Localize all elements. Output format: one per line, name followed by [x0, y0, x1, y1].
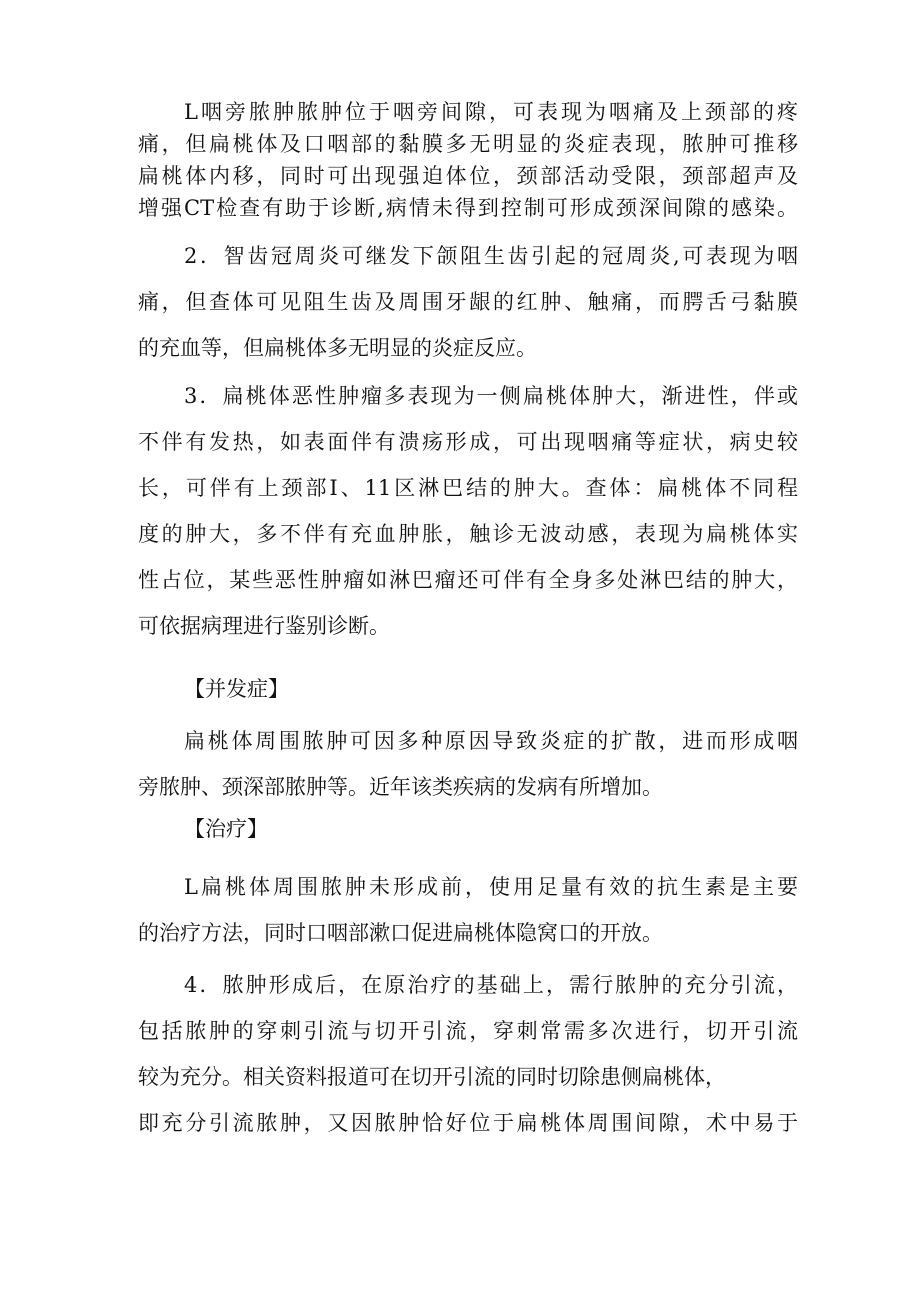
section-heading-treatment: 【治疗】 — [184, 817, 268, 841]
text-line: 性占位，某些恶性肿瘤如淋巴瘤还可伴有全身多处淋巴结的肿大， — [138, 568, 798, 592]
text-line: 3．扁桃体恶性肿瘤多表现为一侧扁桃体肿大，渐进性，伴或 — [184, 384, 798, 408]
paragraph-complications — [138, 718, 798, 810]
text-line: 增强CT检查有助于诊断,病情未得到控制可形成颈深间隙的感染。 — [138, 196, 798, 220]
paragraph-treatment-after-abscess — [138, 962, 798, 1146]
paragraph-tonsil-malignancy — [138, 373, 798, 649]
text-line: 痛，但扁桃体及口咽部的黏膜多无明显的炎症表现，脓肿可推移 — [138, 132, 798, 156]
text-line: 长，可伴有上颈部I、11区淋巴结的肿大。查体：扁桃体不同程 — [138, 476, 798, 500]
text-line: 度的肿大，多不伴有充血肿胀，触诊无波动感，表现为扁桃体实 — [138, 522, 798, 546]
section-heading-complications: 【并发症】 — [184, 677, 289, 701]
text-line: 2．智齿冠周炎可继发下颌阻生齿引起的冠周炎,可表现为咽 — [184, 244, 798, 268]
text-line: 痛，但查体可见阻生齿及周围牙龈的红肿、触痛，而腭舌弓黏膜 — [138, 290, 798, 314]
text-line: 较为充分。相关资料报道可在切开引流的同时切除患侧扁桃体， — [138, 1065, 726, 1089]
text-line: L咽旁脓肿脓肿位于咽旁间隙，可表现为咽痛及上颈部的疼 — [184, 100, 798, 124]
text-line: 包括脓肿的穿刺引流与切开引流，穿刺常需多次进行，切开引流 — [138, 1019, 798, 1043]
text-line: 的充血等，但扁桃体多无明显的炎症反应。 — [138, 336, 537, 360]
text-line: 不伴有发热，如表面伴有溃疡形成，可出现咽痛等症状，病史较 — [138, 430, 798, 454]
text-line: 即充分引流脓肿，又因脓肿恰好位于扁桃体周围间隙，术中易于 — [138, 1111, 798, 1135]
text-line: L扁桃体周围脓肿未形成前，使用足量有效的抗生素是主要 — [184, 875, 798, 899]
paragraph-parapharyngeal-abscess — [138, 96, 798, 224]
text-line: 旁脓肿、颈深部脓肿等。近年该类疾病的发病有所增加。 — [138, 775, 663, 799]
text-line: 4．脓肿形成后，在原治疗的基础上，需行脓肿的充分引流， — [184, 973, 798, 997]
text-line: 扁桃体周围脓肿可因多种原因导致炎症的扩散，进而形成咽 — [184, 729, 798, 753]
text-line: 可依据病理进行鉴别诊断。 — [138, 614, 390, 638]
paragraph-treatment-before-abscess — [138, 864, 798, 956]
paragraph-pericoronitis — [138, 233, 798, 371]
text-line: 扁桃体内移，同时可出现强迫体位，颈部活动受限，颈部超声及 — [138, 164, 798, 188]
text-line: 的治疗方法，同时口咽部漱口促进扁桃体隐窝口的开放。 — [138, 921, 663, 945]
